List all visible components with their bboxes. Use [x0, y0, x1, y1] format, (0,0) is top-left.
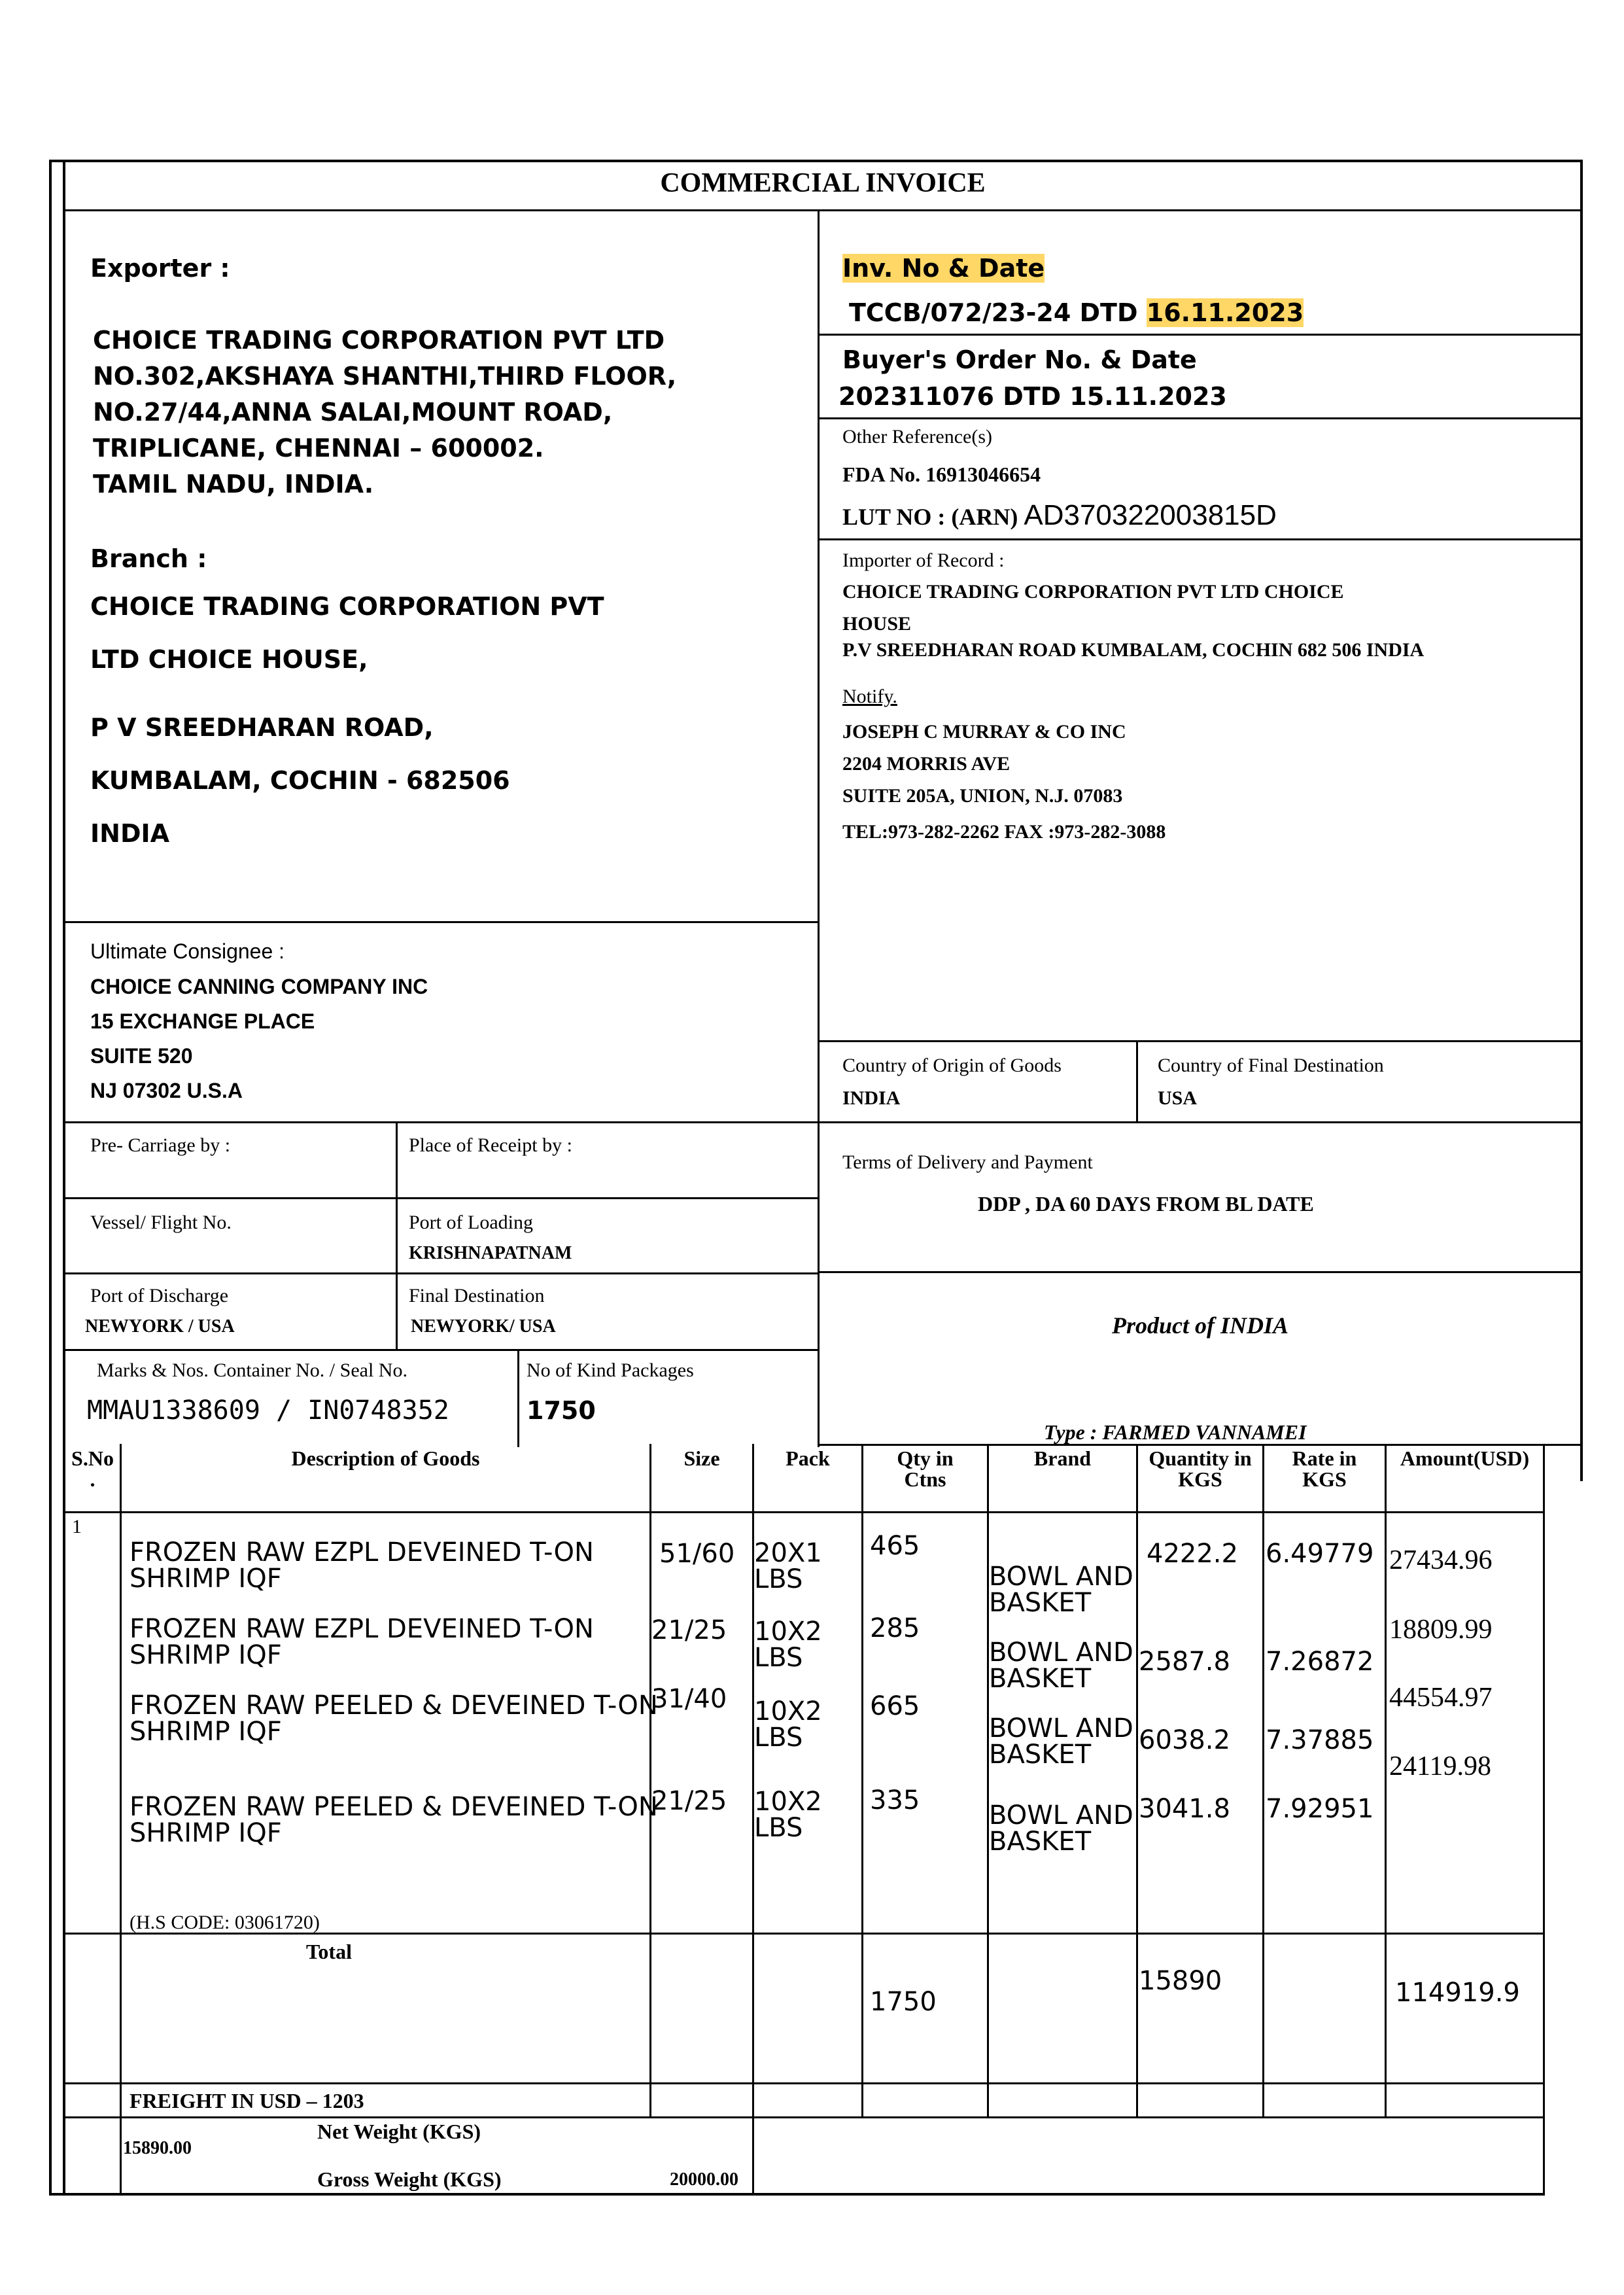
row-brand: [989, 1715, 1133, 1768]
packages-label: No of Kind Packages: [527, 1359, 694, 1381]
invoice-number-text: TCCB/072/23-24 DTD: [849, 298, 1147, 327]
row-kgs: 4222.2: [1147, 1539, 1238, 1569]
brand-line: BASKET: [989, 1588, 1092, 1618]
final-destination-label: Final Destination: [409, 1285, 545, 1306]
col-header-description: Description of Goods: [291, 1446, 480, 1470]
row-kgs: 6038.2: [1139, 1725, 1230, 1755]
row-pack: [754, 1789, 822, 1841]
notify-line: SUITE 205A, UNION, N.J. 07083: [842, 785, 1123, 807]
lut-label: LUT NO : (ARN): [842, 504, 1024, 530]
origin-label: Country of Origin of Goods: [842, 1055, 1062, 1076]
terms-label: Terms of Delivery and Payment: [842, 1151, 1093, 1173]
product-of: Product of INDIA: [1111, 1312, 1289, 1339]
branch-label: Branch :: [90, 544, 207, 573]
fda-number: FDA No. 16913046654: [842, 463, 1041, 486]
desc-line: FROZEN RAW EZPL DEVEINED T-ON: [130, 1537, 594, 1568]
brand-line: BOWL AND: [989, 1638, 1133, 1668]
total-kgs: 15890: [1139, 1966, 1222, 1996]
gross-weight-value: 20000.00: [670, 2169, 738, 2190]
row-size: 51/60: [659, 1539, 735, 1569]
header-line: Qty in: [897, 1446, 954, 1470]
invoice-label-text: Inv. No & Date: [842, 254, 1045, 283]
notify-line: TEL:973-282-2262 FAX :973-282-3088: [842, 821, 1166, 843]
brand-line: BOWL AND: [989, 1800, 1133, 1831]
row-kgs: 2587.8: [1139, 1647, 1230, 1677]
vessel-label: Vessel/ Flight No.: [90, 1212, 232, 1233]
row-amount: 24119.98: [1389, 1751, 1491, 1781]
invoice-label: [842, 254, 1045, 283]
exporter-line: TAMIL NADU, INDIA.: [93, 470, 374, 499]
branch-line: CHOICE TRADING CORPORATION PVT: [90, 592, 604, 621]
row-qty: 465: [870, 1531, 920, 1561]
total-amount: 114919.9: [1395, 1978, 1520, 2008]
col-header-quantity: [1138, 1448, 1262, 1490]
lut-value: AD370322003815D: [1024, 499, 1277, 531]
desc-line: FROZEN RAW EZPL DEVEINED T-ON: [130, 1614, 594, 1644]
exporter-label: Exporter :: [90, 254, 230, 283]
row-size: 31/40: [651, 1684, 727, 1714]
row-kgs: 3041.8: [1139, 1794, 1230, 1824]
final-dest-country-label: Country of Final Destination: [1158, 1055, 1384, 1076]
row-rate: 7.37885: [1266, 1725, 1374, 1755]
pack-line: 10X2: [754, 1617, 822, 1647]
pack-line: 10X2: [754, 1696, 822, 1726]
exporter-line: NO.302,AKSHAYA SHANTHI,THIRD FLOOR,: [93, 362, 677, 391]
header-line: S.No: [71, 1446, 114, 1470]
container-seal: MMAU1338609 / IN0748352: [87, 1395, 449, 1426]
col-header-pack: Pack: [786, 1446, 830, 1470]
brand-line: BASKET: [989, 1827, 1092, 1857]
invoice-number: [849, 298, 1304, 327]
branch-line: LTD CHOICE HOUSE,: [90, 645, 368, 674]
row-rate: 7.26872: [1266, 1647, 1374, 1677]
importer-label: Importer of Record :: [842, 550, 1005, 571]
total-qty: 1750: [870, 1987, 937, 2017]
document-title: COMMERCIAL INVOICE: [660, 168, 986, 198]
header-line: Ctns: [904, 1467, 946, 1491]
consignee-label: Ultimate Consignee :: [90, 939, 285, 963]
consignee-line: 15 EXCHANGE PLACE: [90, 1009, 315, 1033]
invoice-date: 16.11.2023: [1146, 298, 1304, 327]
row-pack: [754, 1698, 822, 1751]
pack-line: LBS: [754, 1643, 803, 1673]
desc-line: SHRIMP IQF: [130, 1717, 282, 1747]
row-rate: 6.49779: [1266, 1539, 1374, 1569]
pack-line: LBS: [754, 1813, 803, 1843]
pre-carriage-label: Pre- Carriage by :: [90, 1134, 231, 1156]
col-header-sno: [65, 1448, 120, 1490]
row-amount: 44554.97: [1389, 1683, 1493, 1713]
notify-line: 2204 MORRIS AVE: [842, 753, 1011, 775]
exporter-line: CHOICE TRADING CORPORATION PVT LTD: [93, 326, 665, 355]
lut-number: [842, 499, 1277, 532]
brand-line: BOWL AND: [989, 1562, 1133, 1592]
branch-line: INDIA: [90, 819, 170, 848]
origin-value: INDIA: [842, 1087, 901, 1109]
desc-line: SHRIMP IQF: [130, 1564, 282, 1594]
row-brand: [989, 1564, 1133, 1616]
row-pack: [754, 1619, 822, 1671]
row-amount: 18809.99: [1389, 1615, 1493, 1645]
row-amount: 27434.96: [1389, 1545, 1493, 1575]
row-brand: [989, 1802, 1133, 1855]
row-qty: 665: [870, 1691, 920, 1721]
header-line: Quantity in: [1149, 1446, 1252, 1470]
row-rate: 7.92951: [1266, 1794, 1374, 1824]
port-discharge-value: NEWYORK / USA: [85, 1316, 235, 1337]
header-line: .: [90, 1467, 95, 1491]
desc-line: FROZEN RAW PEELED & DEVEINED T-ON: [130, 1792, 658, 1822]
branch-line: P V SREEDHARAN ROAD,: [90, 713, 434, 742]
buyer-order-value: 202311076 DTD 15.11.2023: [838, 382, 1227, 411]
header-line: KGS: [1178, 1467, 1222, 1491]
port-discharge-label: Port of Discharge: [90, 1285, 229, 1306]
desc-line: SHRIMP IQF: [130, 1818, 282, 1848]
col-header-brand: Brand: [1033, 1446, 1092, 1470]
buyer-order-label: Buyer's Order No. & Date: [842, 345, 1197, 374]
col-header-size: Size: [683, 1446, 720, 1470]
desc-line: FROZEN RAW PEELED & DEVEINED T-ON: [130, 1691, 658, 1721]
row-pack: [754, 1540, 822, 1592]
consignee-line: CHOICE CANNING COMPANY INC: [90, 975, 428, 998]
final-destination-value: NEWYORK/ USA: [411, 1316, 556, 1337]
header-line: KGS: [1302, 1467, 1347, 1491]
desc-line: SHRIMP IQF: [130, 1640, 282, 1670]
header-line: Rate in: [1292, 1446, 1357, 1470]
port-loading-label: Port of Loading: [409, 1212, 533, 1233]
brand-line: BASKET: [989, 1740, 1092, 1770]
port-loading-value: KRISHNAPATNAM: [409, 1243, 572, 1263]
consignee-line: SUITE 520: [90, 1044, 193, 1068]
row-description: [130, 1539, 594, 1592]
brand-line: BOWL AND: [989, 1713, 1133, 1743]
consignee-line: NJ 07302 U.S.A: [90, 1079, 243, 1102]
row-description: [130, 1616, 594, 1668]
brand-line: BASKET: [989, 1664, 1092, 1694]
exporter-line: TRIPLICANE, CHENNAI – 600002.: [93, 434, 544, 463]
type-label: Type : FARMED VANNAMEI: [1044, 1420, 1307, 1444]
pack-line: LBS: [754, 1723, 803, 1753]
row-brand: [989, 1639, 1133, 1692]
serial-number: 1: [72, 1516, 82, 1537]
pack-line: 20X1: [754, 1538, 822, 1568]
terms-value: DDP , DA 60 DAYS FROM BL DATE: [978, 1192, 1314, 1216]
importer-line: P.V SREEDHARAN ROAD KUMBALAM, COCHIN 682 506 INDIA: [842, 639, 1425, 661]
packages-value: 1750: [527, 1396, 596, 1425]
row-description: [130, 1692, 658, 1745]
branch-line: KUMBALAM, COCHIN - 682506: [90, 766, 510, 795]
row-size: 21/25: [651, 1786, 727, 1816]
hs-code: (H.S CODE: 03061720): [130, 1912, 320, 1933]
pack-line: LBS: [754, 1564, 803, 1594]
total-label: Total: [306, 1940, 352, 1963]
col-header-rate: [1264, 1448, 1385, 1490]
pack-line: 10X2: [754, 1787, 822, 1817]
place-receipt-label: Place of Receipt by :: [409, 1134, 572, 1156]
row-size: 21/25: [651, 1615, 727, 1645]
marks-label: Marks & Nos. Container No. / Seal No.: [97, 1359, 407, 1381]
net-weight-label: Net Weight (KGS): [317, 2120, 481, 2143]
col-header-qty: [863, 1448, 987, 1490]
row-qty: 285: [870, 1613, 920, 1643]
other-ref-label: Other Reference(s): [842, 426, 993, 447]
gross-weight-label: Gross Weight (KGS): [317, 2167, 502, 2191]
importer-line: HOUSE: [842, 613, 912, 635]
row-qty: 335: [870, 1785, 920, 1815]
importer-line: CHOICE TRADING CORPORATION PVT LTD CHOICE: [842, 581, 1344, 603]
notify-label: Notify.: [842, 686, 897, 707]
notify-line: JOSEPH C MURRAY & CO INC: [842, 721, 1126, 743]
final-dest-country-value: USA: [1158, 1087, 1198, 1109]
freight: FREIGHT IN USD – 1203: [130, 2089, 364, 2112]
row-description: [130, 1794, 658, 1846]
exporter-line: NO.27/44,ANNA SALAI,MOUNT ROAD,: [93, 398, 613, 427]
net-weight-value: 15890.00: [123, 2138, 192, 2158]
col-header-amount: Amount(USD): [1400, 1446, 1530, 1470]
